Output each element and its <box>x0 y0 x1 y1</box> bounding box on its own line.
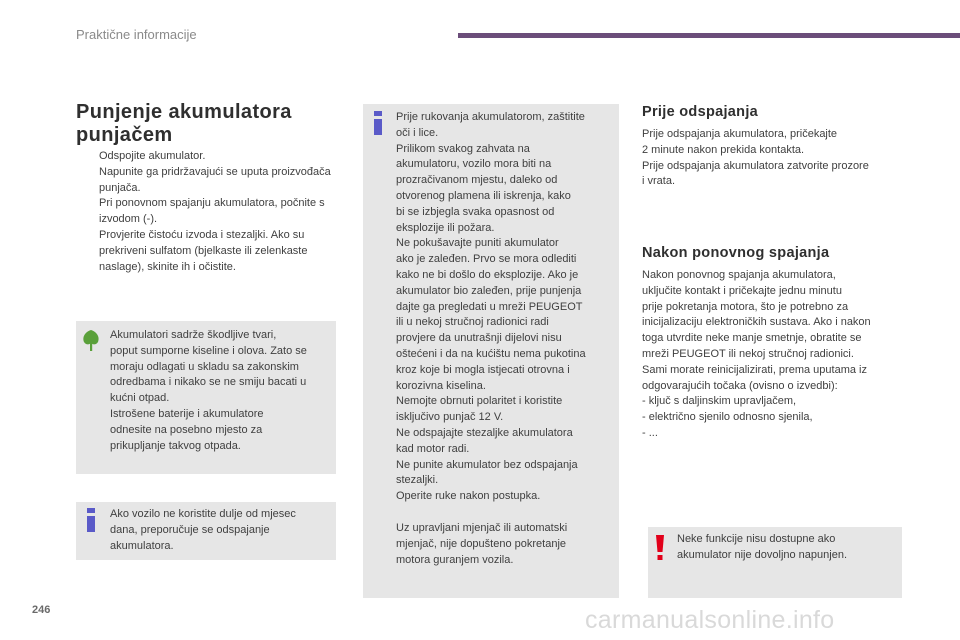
page-number: 246 <box>32 604 51 616</box>
list-item-text: Pri ponovnom spajanju akumulatora, počnite s izvodom (-). <box>99 197 325 226</box>
safety-info-box <box>363 104 619 598</box>
exclamation-icon <box>655 535 665 561</box>
info-icon <box>84 508 98 532</box>
safety-info-text: Prije rukovanja akumulatorom, zaštitite oči i lice. Prilikom svakog zahvata na akumulatoru, vozilo mora biti na prozračivanom mjestu, daleko od otvorenog plamena ili iskrenja, kako bi se izbjegla svaka opasnost od eksplozije ili požara. Ne pokušavajte puniti akumulator ako je zaleđen. Prvo se mora odlediti kako ne bi došlo do eksplozije. Ako je akumulator bio zaleđen, prije punjenja dajte ga pregledati u mreži PEUGEOT ili u nekoj stručnoj radionici radi provjere da unutrašnji dijelovi nisu oštećeni i da na kućištu nema pukotina kroz koje bi mogla istjecati otrovna i korozivna kiselina. Nemojte obrnuti polaritet i koristite isključivo punjač 12 V. Ne odspajajte stezaljke akumulatora kad motor radi. Ne punite akumulator bez odspajanja stezaljki. Operite ruke nakon postupka. <box>396 111 586 503</box>
header-accent-bar <box>458 33 960 38</box>
storage-info-text: Ako vozilo ne koristite dulje od mjesec dana, preporučuje se odspajanje akumulatora. <box>110 508 296 552</box>
info-icon <box>371 111 385 135</box>
gearbox-note-text: Uz upravljani mjenjač ili automatski mjenjač, nije dopušteno pokretanje motora guranjem vozila. <box>396 522 568 566</box>
watermark: carmanualsonline.info <box>585 606 835 634</box>
warning-text: Neke funkcije nisu dostupne ako akumulator nije dovoljno napunjen. <box>677 533 848 561</box>
list-item <box>76 228 336 275</box>
section-title-after-reconnect: Nakon ponovnog spajanja <box>642 245 830 261</box>
list-item-text: Odspojite akumulator. <box>99 150 206 162</box>
list-item-text: Napunite ga pridržavajući se uputa proizvođača punjača. <box>99 165 331 194</box>
leaf-icon <box>81 329 101 351</box>
before-disconnect-text: Prije odspajanja akumulatora, pričekajte 2 minute nakon prekida kontakta. Prije odspajanja akumulatora zatvorite prozore i vrata. <box>642 128 869 188</box>
list-item <box>76 165 336 197</box>
storage-info-box <box>76 502 336 560</box>
after-reconnect-text: Nakon ponovnog spajanja akumulatora, uključite kontakt i pričekajte jednu minutu prije pokretanja motora, što je potrebno za inicijalizaciju elektroničkih sustava. Ako i nakon toga utvrdite neke manje smetnje, obratite se mreži PEUGEOT ili nekoj stručnoj radionici. Sami morate reinicijalizirati, prema uputama iz odgovarajućih točaka (ovisno o izvedbi): - ključ s daljinskim upravljačem, - električno sjenilo odnosno sjenila, - ... <box>642 269 871 439</box>
list-item <box>76 196 336 228</box>
page-header-title: Praktične informacije <box>76 27 197 42</box>
list-item-text: Provjerite čistoću izvoda i stezaljki. Ako su prekriveni sulfatom (bjelkaste ili zelenkaste naslage), skinite ih i očistite. <box>99 228 308 273</box>
environment-note-box <box>76 321 336 474</box>
environment-note-text: Akumulatori sadrže škodljive tvari, poput sumporne kiseline i olova. Zato se moraju odlagati u skladu sa zakonskim odredbama i nikako se ne smiju bacati u kućni otpad. Istrošene baterije i akumulatore odnesite na posebno mjesto za prikupljanje takvog otpada. <box>110 329 307 452</box>
charging-steps-list <box>76 149 336 275</box>
list-item <box>76 149 336 165</box>
warning-box <box>648 527 902 598</box>
section-title-charging: Punjenje akumulatora punjačem <box>76 101 292 146</box>
section-title-before-disconnect: Prije odspajanja <box>642 104 759 120</box>
